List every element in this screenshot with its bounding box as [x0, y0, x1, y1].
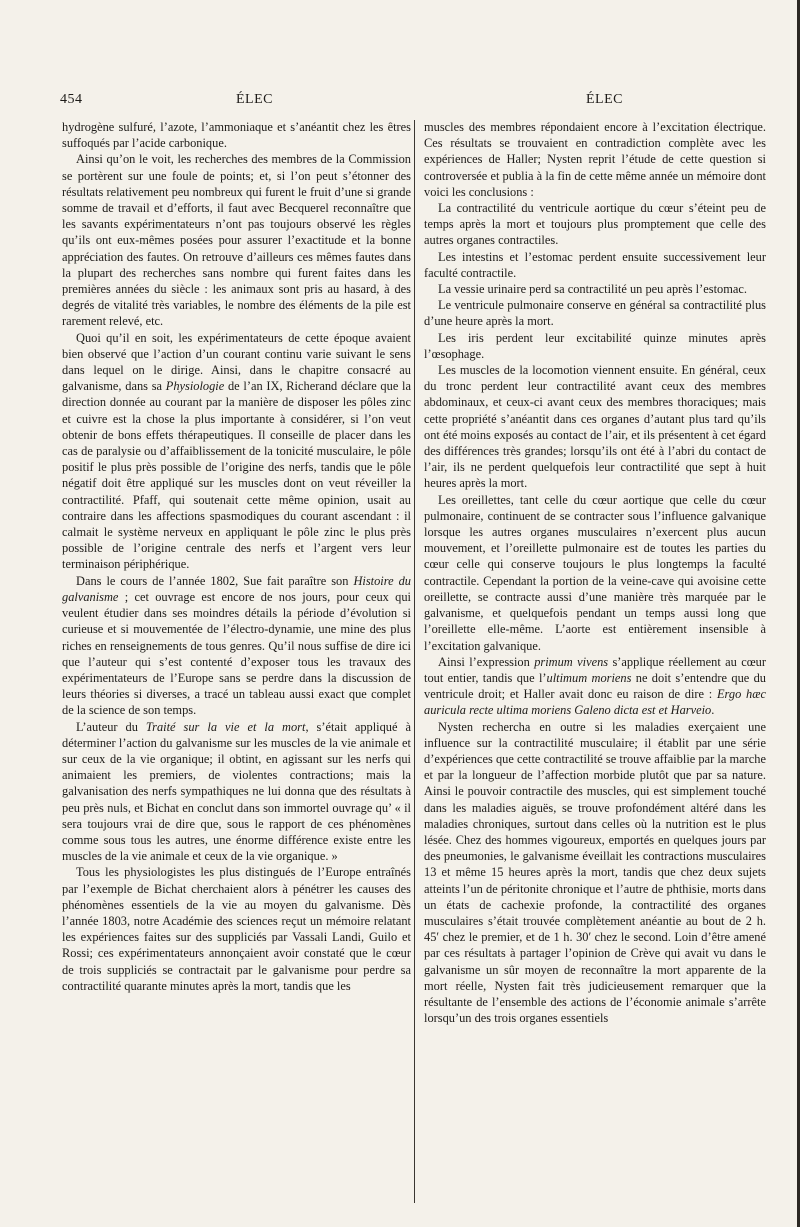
- paragraph: Les muscles de la locomotion viennent ensuite. En général, ceux du tronc perdent leur contractilité avant ceux des membres abdominaux, et ceux-ci avant ceux des membres thoraciques; mais cette propriété s’anéantit dans ces organes d’autant plus tard qu’ils ont été moins exposés au contact de l’air, et ils présentent à cet égard des différences très grandes; lorsqu’ils ont été à l’abri du contact de l’air, ils ne perdent quelquefois leur contractilité que sept à huit heures après la mort.: [424, 363, 766, 491]
- paragraph: Ainsi l’expression primum vivens s’applique réellement au cœur tout entier, tandis que l’ultimum moriens ne doit s’entendre que du ventricule droit; et Haller avait donc eu raison de dire : Ergo hæc auricula recte ultima moriens Galeno dicta est et Harveio.: [424, 654, 767, 718]
- left-text-column: [62, 119, 411, 994]
- paragraph: Nysten rechercha en outre si les maladies exerçaient une influence sur la contractilité musculaire; il établit par une série d’expériences que cette contractilité se trouve affaiblie par la marche et par la longueur de l’affection morbide plutôt que par sa nature. Ainsi le pouvoir contractile des muscles, qui est simplement touché dans les maladies aiguës, se trouve profondément altéré dans les maladies chroniques, surtout dans celles où la nutrition est le plus lésée. Chez des hommes vigoureux, emportés en quelques jours par des pneumonies, le galvanisme éveillait les contractions musculaires 13 et même 15 heures après la mort, tandis que chez deux sujets atteints l’un de péritonite chronique et l’autre de phthisie, morts dans un états de cachexie profonde, la contractilité des organes musculaires s’était trouvée complètement anéantie au bout de 2 h. 45′ chez le premier, et de 1 h. 30′ chez le second. Loin d’être amené par ces résultats à partager l’opinion de Crève qui avait vu dans le galvanisme un sûr moyen de reconnaître la mort apparente de la mort réelle, Nysten fait très judicieusement remarquer que la résultante de l’ensemble des actions de l’économie animale s’arrête lorsqu’un des trois organes essentiels: [424, 719, 766, 1026]
- paragraph: hydrogène sulfuré, l’azote, l’ammoniaque et s’anéantit chez les êtres suffoqués par l’acide carbonique.: [62, 120, 411, 151]
- paragraph: Les oreillettes, tant celle du cœur aortique que celle du cœur pulmonaire, continuent de se contracter sous l’influence galvanique lorsque les autres organes musculaires n’exercent plus aucun mouvement, et l’oreillette pulmonaire est de toutes les parties du cœur celle qui conserve toujours le plus longtemps la faculté contractile. Cependant la portion de la veine-cave qui avoisine cette oreillette, se contracte aussi d’une manière très marquée par le galvanisme, et quelquefois pendant un temps aussi long que l’oreillette elle-même. L’aorte est entièrement insensible à l’excitation galvanique.: [424, 492, 766, 653]
- paragraph: Quoi qu’il en soit, les expérimentateurs de cette époque avaient bien observé que l’action d’un courant continu varie suivant le sens dans lequel on le dirige. Ainsi, dans le chapitre consacré au galvanisme, dans sa Physiologie de l’an IX, Richerand déclare que la direction donnée au courant par la manière de disposer les pôles zinc et cuivre est la chose la plus importante à considérer, si l’on veut obtenir de bons effets thérapeutiques. Il conseille de placer dans les cas de paralysie ou d’affaiblissement de la tonicité musculaire, le pôle positif le plus près possible de l’origine des nerfs, tandis que le pôle négatif doit être appliqué sur les muscles dont on veut réveiller la contractilité. Pfaff, qui soutenait cette même opinion, usait au contraire dans les affections spasmodiques du courant ascendant : il calmait le système nerveux en appliquant le pôle zinc le plus près possible de l’origine centrale des nerfs et l’argent vers leur terminaison périphérique.: [62, 330, 411, 572]
- paragraph: Les intestins et l’estomac perdent ensuite successivement leur faculté contractile.: [424, 249, 766, 280]
- page-number: 454: [60, 92, 83, 107]
- running-header: [60, 92, 760, 112]
- paragraph: L’auteur du Traité sur la vie et la mort, s’était appliqué à déterminer l’action du galvanisme sur les muscles de la vie animale et sur ceux de la vie organique; il obtint, en agissant sur les nerfs qui animaient les premiers, de violentes contractions; mais la galvanisation des nerfs sympathiques ne lui donna que des résultats à peu près nuls, et Bichat en conclut dans son immortel ouvrage qu’ « il sera toujours vrai de dire que, sous le rapport de ces phénomènes comme sous tous les autres, une énorme différence existe entre les muscles de la vie animale et ceux de la vie organique. »: [62, 719, 411, 864]
- paragraph: Ainsi qu’on le voit, les recherches des membres de la Commission se portèrent sur une foule de points; et, si l’on peut s’étonner des résultats relativement peu nombreux qui furent le fruit d’une si grande somme de travail et d’efforts, il faut avec Becquerel reconnaître que les savants expérimentateurs n’ont pas toujours observé les règles qu’ils ont eux-mêmes posées pour assurer l’exactitude et la bonne appréciation des fautes. On retrouve d’ailleurs ces mêmes fautes dans la plupart des recherches sans nombre qui furent faites dans les premières années du siècle : les animaux sont pris au hasard, à des degrés de vitalité très variables, le nombre des éléments de la pile est rarement relevé, etc.: [62, 152, 411, 329]
- paragraph: Les iris perdent leur excitabilité quinze minutes après l’œsophage.: [424, 330, 766, 361]
- paragraph: muscles des membres répondaient encore à l’excitation électrique. Ces résultats se trouvaient en contradiction complète avec les expériences de Haller; Nysten reprit l’étude de cette question si controversée et publia à la fin de cette même année un mémoire dont voici les conclusions :: [424, 120, 766, 199]
- column-divider: [414, 120, 415, 1203]
- running-head-right: ÉLEC: [586, 92, 623, 107]
- right-text-column: [424, 119, 766, 1026]
- paragraph: Dans le cours de l’année 1802, Sue fait paraître son Histoire du galvanisme ; cet ouvrage est encore de nos jours, pour ceux qui veulent étudier dans ses moindres détails la période d’évolution si curieuse et si mouvementée de l’électro-dynamie, une mine des plus riches en renseignements de tous genres. Qu’il nous suffise de dire ici que l’auteur qui s’est contenté d’exposer tous les travaux des expérimentateurs de l’Europe sans se perdre dans la discussion de leurs théories si diverses, a tracé un tableau aussi exact que complet de la science de son temps.: [62, 573, 411, 718]
- paragraph: La vessie urinaire perd sa contractilité un peu après l’estomac.: [438, 282, 747, 297]
- running-head-left: ÉLEC: [236, 92, 273, 107]
- paragraph: Le ventricule pulmonaire conserve en général sa contractilité plus d’une heure après la mort.: [424, 298, 766, 329]
- paragraph: Tous les physiologistes les plus distingués de l’Europe entraînés par l’exemple de Bichat cherchaient alors à pénétrer les causes des phénomènes essentiels de la vie au moyen du galvanisme. Dès l’année 1803, notre Académie des sciences reçut un mémoire relatant les expériences faites sur des suppliciés par Vassali Landi, Guilo et Rossi; ces expérimentateurs annonçaient avoir constaté que le cœur de trois suppliciés se contractait par le galvanisme pour perdre sa contractilité quarante minutes après la mort, tandis que les: [62, 865, 411, 993]
- paragraph: La contractilité du ventricule aortique du cœur s’éteint peu de temps après la mort et toujours plus promptement que celle des autres organes contractiles.: [424, 201, 766, 248]
